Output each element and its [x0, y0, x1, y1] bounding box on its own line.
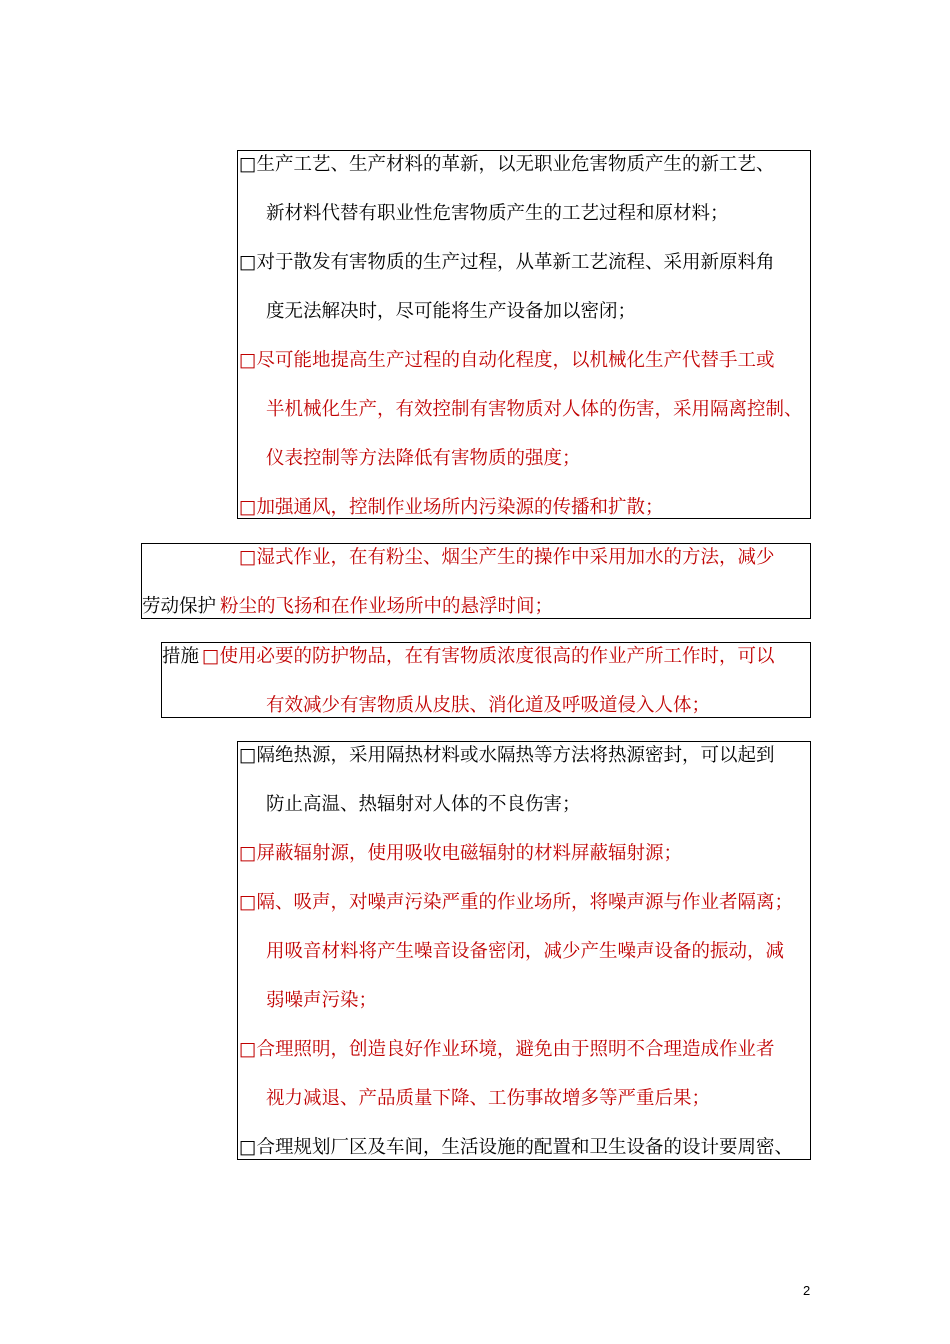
measure-line: 度无法解决时，尽可能将生产设备加以密闭； [266, 301, 637, 322]
measures-box-3 [161, 642, 811, 718]
measure-line: 仪表控制等方法降低有害物质的强度； [266, 448, 581, 469]
measure-line: 视力减退、产品质量下降、工伤事故增多等严重后果； [266, 1088, 711, 1109]
measure-line: 用吸音材料将产生噪音设备密闭，减少产生噪声设备的振动，减 [266, 941, 785, 962]
page-number: 2 [803, 1283, 811, 1298]
measure-line: 粉尘的飞扬和在作业场所中的悬浮时间； [220, 596, 554, 617]
measure-line: □合理规划厂区及车间，生活设施的配置和卫生设备的设计要周密、 [239, 1137, 793, 1158]
measures-box-1 [237, 150, 811, 519]
measure-line: 有效减少有害物质从皮肤、消化道及呼吸道侵入人体； [266, 695, 711, 716]
measure-line: □尽可能地提高生产过程的自动化程度，以机械化生产代替手工或 [239, 350, 775, 371]
measure-line: □对于散发有害物质的生产过程，从革新工艺流程、采用新原料角 [239, 252, 775, 273]
measure-line: □加强通风，控制作业场所内污染源的传播和扩散； [239, 497, 664, 518]
measure-line: 半机械化生产，有效控制有害物质对人体的伤害，采用隔离控制、 [266, 399, 803, 420]
measure-line: 防止高温、热辐射对人体的不良伤害； [266, 794, 581, 815]
measure-line: □生产工艺、生产材料的革新，以无职业危害物质产生的新工艺、 [239, 154, 775, 175]
measure-line: □湿式作业，在有粉尘、烟尘产生的操作中采用加水的方法，减少 [239, 547, 775, 568]
measure-line: 新材料代替有职业性危害物质产生的工艺过程和原材料； [266, 203, 729, 224]
row-label: 措施 [162, 646, 200, 667]
measure-line: □隔绝热源，采用隔热材料或水隔热等方法将热源密封，可以起到 [239, 745, 775, 766]
measure-line: □使用必要的防护物品，在有害物质浓度很高的作业产所工作时，可以 [202, 646, 775, 667]
measure-line: □隔、吸声，对噪声污染严重的作业场所，将噪声源与作业者隔离； [239, 892, 793, 913]
measure-line: □合理照明，创造良好作业环境，避免由于照明不合理造成作业者 [239, 1039, 775, 1060]
measures-box-4 [237, 741, 811, 1160]
measure-line: 弱噪声污染； [266, 990, 378, 1011]
row-label: 劳动保护 [142, 596, 217, 617]
measure-line: □屏蔽辐射源，使用吸收电磁辐射的材料屏蔽辐射源； [239, 843, 682, 864]
measures-box-2 [141, 543, 811, 619]
